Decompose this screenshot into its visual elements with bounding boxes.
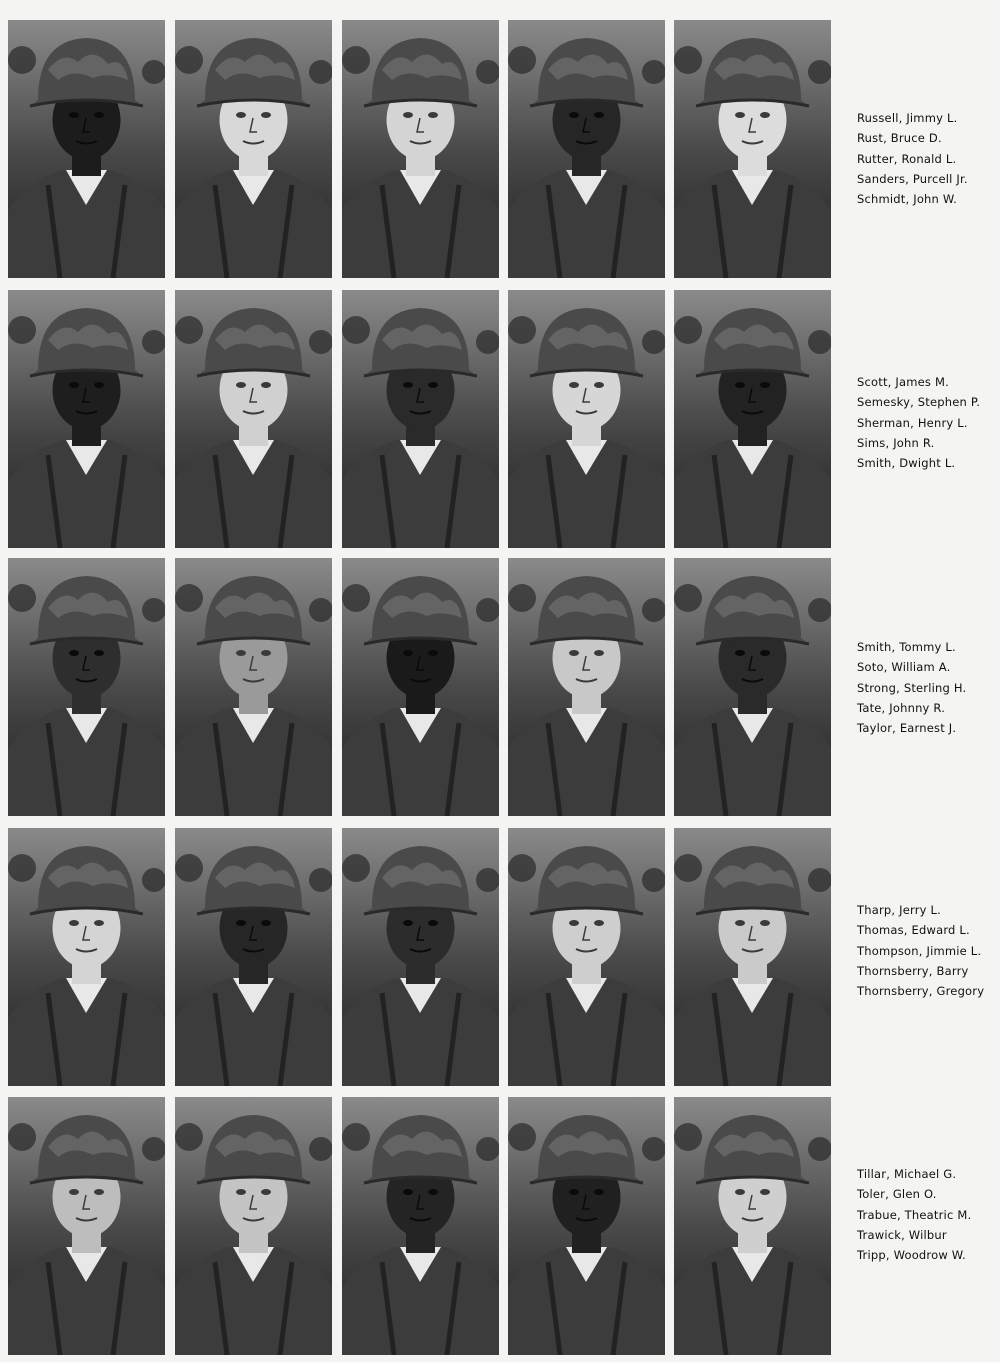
portrait-photo: [8, 558, 165, 816]
portrait-photo: [175, 1097, 332, 1355]
portrait-photo: [342, 20, 499, 278]
person-name: Sanders, Purcell Jr.: [857, 171, 968, 186]
name-list: [857, 1164, 997, 1265]
person-name: Rust, Bruce D.: [857, 131, 942, 146]
person-name: Thompson, Jimmie L.: [857, 943, 982, 958]
portrait-photo: [342, 1097, 499, 1355]
person-name: Smith, Dwight L.: [857, 456, 956, 471]
person-name: Trabue, Theatric M.: [857, 1207, 972, 1222]
person-name: Semesky, Stephen P.: [857, 395, 981, 410]
portrait-photo: [8, 290, 165, 548]
portrait-photo: [508, 828, 665, 1086]
portrait-photo: [8, 828, 165, 1086]
person-name: Sims, John R.: [857, 435, 935, 450]
portrait-photo: [175, 290, 332, 548]
name-list: [857, 372, 997, 473]
name-list: [857, 637, 997, 738]
portrait-photo: [674, 828, 831, 1086]
person-name: Scott, James M.: [857, 375, 949, 389]
portrait-photo: [508, 20, 665, 278]
person-name: Thomas, Edward L.: [857, 923, 970, 938]
person-name: Tripp, Woodrow W.: [857, 1248, 966, 1263]
person-name: Schmidt, John W.: [857, 192, 957, 207]
person-name: Rutter, Ronald L.: [857, 151, 957, 166]
person-name: Strong, Sterling H.: [857, 680, 967, 695]
person-name: Thornsberry, Gregory: [857, 984, 985, 999]
portrait-photo: [674, 1097, 831, 1355]
portrait-photo: [175, 828, 332, 1086]
portrait-photo: [8, 20, 165, 278]
portrait-row: [0, 558, 1000, 820]
portrait-photo: [508, 558, 665, 816]
portrait-photo: [342, 828, 499, 1086]
person-name: Thornsberry, Barry: [857, 963, 969, 978]
person-name: Tharp, Jerry L.: [857, 903, 941, 917]
portrait-photo: [508, 1097, 665, 1355]
person-name: Russell, Jimmy L.: [857, 111, 958, 125]
portrait-row: [0, 290, 1000, 552]
portrait-row: [0, 828, 1000, 1090]
portrait-photo: [508, 290, 665, 548]
person-name: Tillar, Michael G.: [857, 1167, 957, 1181]
person-name: Toler, Glen O.: [857, 1187, 937, 1202]
portrait-photo: [342, 290, 499, 548]
name-list: [857, 900, 997, 1001]
portrait-row: [0, 20, 1000, 282]
portrait-photo: [674, 20, 831, 278]
person-name: Sherman, Henry L.: [857, 415, 968, 430]
portrait-photo: [8, 1097, 165, 1355]
portrait-photo: [674, 558, 831, 816]
person-name: Tate, Johnny R.: [857, 700, 946, 715]
person-name: Soto, William A.: [857, 660, 951, 675]
person-name: Smith, Tommy L.: [857, 640, 956, 654]
person-name: Taylor, Earnest J.: [857, 721, 957, 736]
person-name: Trawick, Wilbur: [857, 1227, 947, 1242]
portrait-photo: [175, 558, 332, 816]
portrait-photo: [674, 290, 831, 548]
portrait-photo: [175, 20, 332, 278]
portrait-row: [0, 1097, 1000, 1359]
name-list: [857, 108, 997, 209]
portrait-photo: [342, 558, 499, 816]
